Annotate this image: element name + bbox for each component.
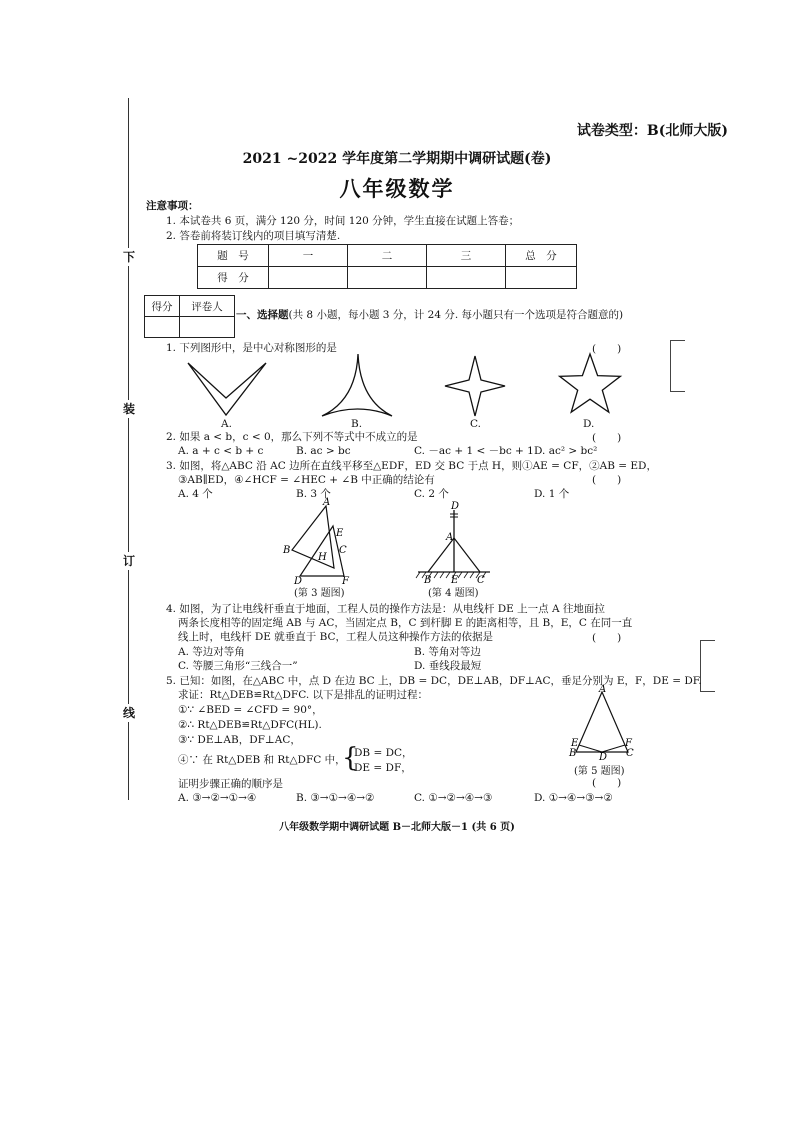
q1-answer-blank[interactable]: ( ) (592, 343, 622, 355)
q2-option-b[interactable]: B. ac > bc (296, 445, 351, 457)
fig5-label-c: C (626, 748, 634, 759)
q2-option-a[interactable]: A. a + c < b + c (178, 445, 264, 457)
q3-option-a[interactable]: A. 4 个 (178, 488, 213, 500)
fig5-label-a: A (599, 684, 607, 695)
fig3-label-d: D (294, 576, 303, 587)
binding-label-ding: 订 (120, 552, 138, 570)
q5-step-4-eq2: DE = DF， (354, 762, 412, 774)
fig3-caption: (第 3 题图) (294, 588, 345, 599)
fig4-label-b: B (424, 575, 432, 586)
fig3-label-a: A (323, 497, 331, 508)
fig5-label-f: F (625, 738, 632, 749)
q1-option-b[interactable]: B. (351, 418, 363, 430)
edge-mark-top (670, 340, 685, 392)
subject-title: 八年级数学 (339, 176, 455, 201)
q1-option-d[interactable]: D. (583, 418, 595, 430)
fig3-label-b: B (283, 545, 291, 556)
grader-score-label: 得分 (145, 296, 180, 317)
fig3-label-h: H (318, 552, 327, 563)
q4-answer-blank[interactable]: ( ) (592, 632, 622, 644)
section1-heading-line (236, 308, 623, 322)
q5-stem-line2: 求证：Rt△DEB≌Rt△DFC. 以下是排乱的证明过程： (178, 689, 429, 701)
q1-stem: 1. 下列图形中，是中心对称图形的是 (166, 342, 337, 354)
fig4-label-d: D (451, 501, 460, 512)
score-header-cell: 二 (348, 245, 427, 267)
grader-name-cell[interactable] (180, 317, 235, 338)
q1-figure-a (186, 360, 268, 418)
paper-type: 试卷类型：B(北师大版) (576, 123, 728, 139)
q4-stem-line3: 线上时，电线杆 DE 就垂直于 BC，工程人员这种操作方法的依据是 (178, 631, 494, 643)
fig4-caption: (第 4 题图) (428, 588, 479, 599)
section1-heading: 一、选择题 (236, 309, 289, 321)
q5-option-c[interactable]: C. ①→②→④→③ (414, 792, 493, 804)
q4-stem-line2: 两条长度相等的固定绳 AB 与 AC，当固定点 B，C 到杆脚 E 的距离相等，且 B，E，C 在同一直 (178, 617, 633, 629)
q3-option-c[interactable]: C. 2 个 (414, 488, 449, 500)
q5-step-4-prefix: ④∵ 在 Rt△DEB 和 Rt△DFC 中， (178, 754, 346, 766)
q5-option-d[interactable]: D. ①→④→③→② (534, 792, 613, 804)
fig4-label-c: C (477, 575, 485, 586)
exam-title: 2021 ~2022 学年度第二学期期中调研试题(卷) (242, 151, 552, 167)
grader-box (144, 295, 235, 338)
binding-label-xian: 线 (120, 704, 138, 722)
q3-option-b[interactable]: B. 3 个 (296, 488, 331, 500)
score-cell[interactable] (348, 267, 427, 289)
q5-figure-5 (568, 684, 634, 763)
q5-option-b[interactable]: B. ③→①→④→② (296, 792, 375, 804)
q2-option-c[interactable]: C. －ac + 1 < －bc + 1 (414, 445, 534, 457)
score-header-cell: 三 (427, 245, 506, 267)
binding-label-zhuang: 装 (120, 400, 138, 418)
score-row-label: 得 分 (198, 267, 269, 289)
q2-option-d[interactable]: D. ac² > bc² (534, 445, 598, 457)
section1-desc: (共 8 小题，每小题 3 分，计 24 分. 每小题只有一个选项是符合题意的) (288, 309, 624, 321)
q2-answer-blank[interactable]: ( ) (592, 432, 622, 444)
q4-option-a[interactable]: A. 等边对等角 (178, 646, 245, 658)
score-cell[interactable] (506, 267, 577, 289)
q3-stem-line1: 3. 如图，将△ABC 沿 AC 边所在直线平移至△EDF，ED 交 BC 于点 H，则①AE = CF，②AB = ED， (166, 460, 657, 472)
score-cell[interactable] (269, 267, 348, 289)
fig5-label-d: D (599, 752, 608, 763)
grader-score-cell[interactable] (145, 317, 180, 338)
q5-order-question: 证明步骤正确的顺序是 (178, 778, 283, 790)
edge-mark-bottom (700, 640, 715, 692)
fig3-label-f: F (342, 576, 349, 587)
score-cell[interactable] (427, 267, 506, 289)
q5-option-a[interactable]: A. ③→②→①→④ (178, 792, 257, 804)
grader-name-label: 评卷人 (180, 296, 235, 317)
q3-figure-3 (282, 498, 362, 586)
score-header-cell: 题 号 (198, 245, 269, 267)
q5-brace: { (342, 743, 359, 773)
q2-stem: 2. 如果 a < b，c < 0，那么下列不等式中不成立的是 (166, 431, 418, 443)
notes-item-1: 1. 本试卷共 6 页，满分 120 分，时间 120 分钟，学生直接在试题上答卷； (166, 215, 520, 227)
q5-stem-line1: 5. 已知：如图，在△ABC 中，点 D 在边 BC 上，DB = DC，DE⊥AB，DF⊥AC，垂足分别为 E，F，DE = DF. (166, 675, 702, 687)
q1-option-c[interactable]: C. (470, 418, 481, 430)
q5-answer-blank[interactable]: ( ) (592, 777, 622, 789)
score-header-cell: 一 (269, 245, 348, 267)
score-table (197, 244, 577, 289)
q1-figure-d (557, 353, 623, 415)
fig3-label-e: E (336, 528, 344, 539)
q1-figure-b (320, 352, 394, 418)
q5-step-2: ②∴ Rt△DEB≌Rt△DFC(HL). (178, 719, 322, 731)
q4-option-c[interactable]: C. 等腰三角形“三线合一” (178, 660, 298, 672)
q3-option-d[interactable]: D. 1 个 (534, 488, 570, 500)
q5-step-3: ③∵ DE⊥AB，DF⊥AC， (178, 734, 301, 746)
page-footer: 八年级数学期中调研试题 B－北师大版－1 (共 6 页) (279, 822, 515, 833)
q4-option-b[interactable]: B. 等角对等边 (414, 646, 481, 658)
notes-item-2: 2. 答卷前将装订线内的项目填写清楚. (166, 230, 341, 242)
q4-stem-line1: 4. 如图，为了让电线杆垂直于地面，工程人员的操作方法是：从电线杆 DE 上一点 A 往地面拉 (166, 603, 605, 615)
q1-option-a[interactable]: A. (221, 418, 232, 430)
fig4-label-a: A (446, 532, 454, 543)
fig5-label-e: E (571, 738, 579, 749)
q3-answer-blank[interactable]: ( ) (592, 474, 622, 486)
notes-title: 注意事项： (146, 200, 199, 212)
binding-line (128, 98, 129, 800)
fig5-caption: (第 5 题图) (574, 766, 625, 777)
score-header-cell: 总 分 (506, 245, 577, 267)
fig5-label-b: B (569, 748, 577, 759)
q5-step-4-eq1: DB = DC， (354, 747, 413, 759)
q5-step-1: ①∵ ∠BED = ∠CFD = 90°， (178, 704, 323, 716)
q4-figure-4 (414, 502, 494, 586)
q3-stem-line2: ③AB∥ED，④∠HCF = ∠HEC + ∠B 中正确的结论有 (178, 474, 435, 486)
fig4-label-e: E (451, 575, 459, 586)
fig3-label-c: C (339, 545, 347, 556)
binding-label-xia: 下 (120, 248, 138, 266)
q4-option-d[interactable]: D. 垂线段最短 (414, 660, 482, 672)
q1-figure-c (445, 356, 505, 416)
